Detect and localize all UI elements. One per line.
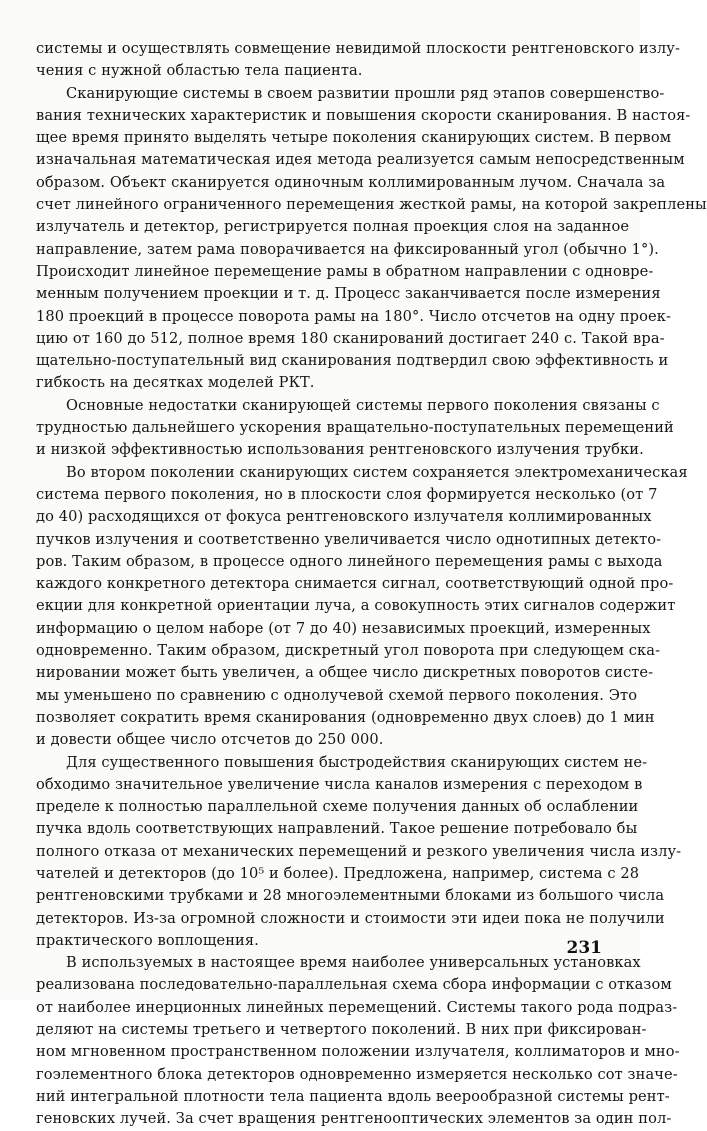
text-line: чения с нужной областью тела пациента. [36,62,363,80]
text-line: пределе к полностью параллельной схеме получения данных об ослаблении [36,798,639,816]
text-line: информацию о целом наборе (от 7 до 40) независимых проекций, измеренных [36,619,651,637]
text-line: от наиболее инерционных линейных перемещений. Системы такого рода подраз- [36,998,678,1016]
text-line: Происходит линейное перемещение рамы в обратном направлении с одновре- [36,262,654,280]
text-line: мы уменьшено по сравнению с однолучевой схемой первого поколения. Это [36,686,638,704]
text-line: образом. Объект сканируется одиночным коллимированным лучом. Сначала за [36,173,666,191]
text-line: гоэлементного блока детекторов одновременно измеряется несколько сот значе- [36,1065,678,1083]
text-line: Сканирующие системы в своем развитии прошли ряд этапов совершенство- [66,84,665,102]
text-line: нировании может быть увеличен, а общее число дискретных поворотов систе- [36,664,654,682]
text-line: детекторов. Из-за огромной сложности и стоимости эти идеи пока не получили [36,909,665,927]
text-line: и низкой эффективностью использования рентгеновского излучения трубки. [36,441,644,459]
text-line: ном мгновенном пространственном положении излучателя, коллиматоров и мно- [36,1043,680,1061]
text-line: вания технических характеристик и повышения скорости сканирования. В настоя- [36,106,691,124]
text-line: менным получением проекции и т. д. Процесс заканчивается после измерения [36,285,661,303]
text-line: пучка вдоль соответствующих направлений. Такое решение потребовало бы [36,820,638,838]
text-line: В используемых в настоящее время наиболее универсальных установках [66,954,641,972]
text-line: деляют на системы третьего и четвертого поколений. В них при фиксирован- [36,1021,647,1039]
text-line: чателей и детекторов (до 10⁵ и более). Предложена, например, система с 28 [36,864,640,882]
text-line: геновских лучей. За счет вращения рентгенооптических элементов за один пол- [36,1110,672,1128]
text-line: Основные недостатки сканирующей системы первого поколения связаны с [66,396,660,414]
text-line: каждого конкретного детектора снимается сигнал, соответствующий одной про- [36,575,674,593]
text-line: одновременно. Таким образом, дискретный угол поворота при следующем ска- [36,642,661,660]
text-line: реализована последовательно-параллельная схема сбора информации с отказом [36,976,672,994]
text-line: до 40) расходящихся от фокуса рентгеновского излучателя коллимированных [36,508,652,526]
text-line: Для существенного повышения быстродействия сканирующих систем не- [66,753,648,771]
text-line: системы и осуществлять совмещение невидимой плоскости рентгеновского излу- [36,40,681,57]
page-number: 231 [566,938,602,958]
body-text [36,38,707,1131]
text-line: щее время принято выделять четыре поколения сканирующих систем. В первом [36,129,672,147]
text-line: ний интегральной плотности тела пациента вдоль веерообразной системы рент- [36,1087,670,1105]
text-line: обходимо значительное увеличение числа каналов измерения с переходом в [36,775,643,793]
text-line: направление, затем рама поворачивается на фиксированный угол (обычно 1°). [36,240,659,258]
text-line: счет линейного ограниченного перемещения жесткой рамы, на которой закреплены [36,196,707,214]
text-line: полного отказа от механических перемещений и резкого увеличения числа излу- [36,842,682,860]
text-line: ров. Таким образом, в процессе одного линейного перемещения рамы с выхода [36,552,663,570]
text-line: и довести общее число отсчетов до 250 000. [36,731,384,749]
text-line: цию от 160 до 512, полное время 180 сканирований достигает 240 с. Такой вра- [36,329,665,347]
text-line: трудностью дальнейшего ускорения вращательно-поступательных перемещений [36,419,674,437]
text-line: гибкость на десятках моделей РКТ. [36,374,315,392]
text-line: рентгеновскими трубками и 28 многоэлементными блоками из большого числа [36,887,665,905]
text-line: щательно-поступательный вид сканирования подтвердил свою эффективность и [36,352,669,370]
text-line: 180 проекций в процессе поворота рамы на 180°. Число отсчетов на одну проек- [36,307,671,325]
text-line: позволяет сократить время сканирования (одновременно двух слоев) до 1 мин [36,708,655,726]
text-line: пучков излучения и соответственно увеличивается число однотипных детекто- [36,530,662,548]
text-line: Во втором поколении сканирующих систем сохраняется электромеханическая [66,463,688,481]
text-line: екции для конкретной ориентации луча, а совокупность этих сигналов содержит [36,597,676,615]
text-line: изначальная математическая идея метода реализуется самым непосредственным [36,151,685,169]
text-line: практического воплощения. [36,931,259,949]
text-line: излучатель и детектор, регистрируется полная проекция слоя на заданное [36,218,630,236]
text-line: система первого поколения, но в плоскости слоя формируется несколько (от 7 [36,485,658,503]
